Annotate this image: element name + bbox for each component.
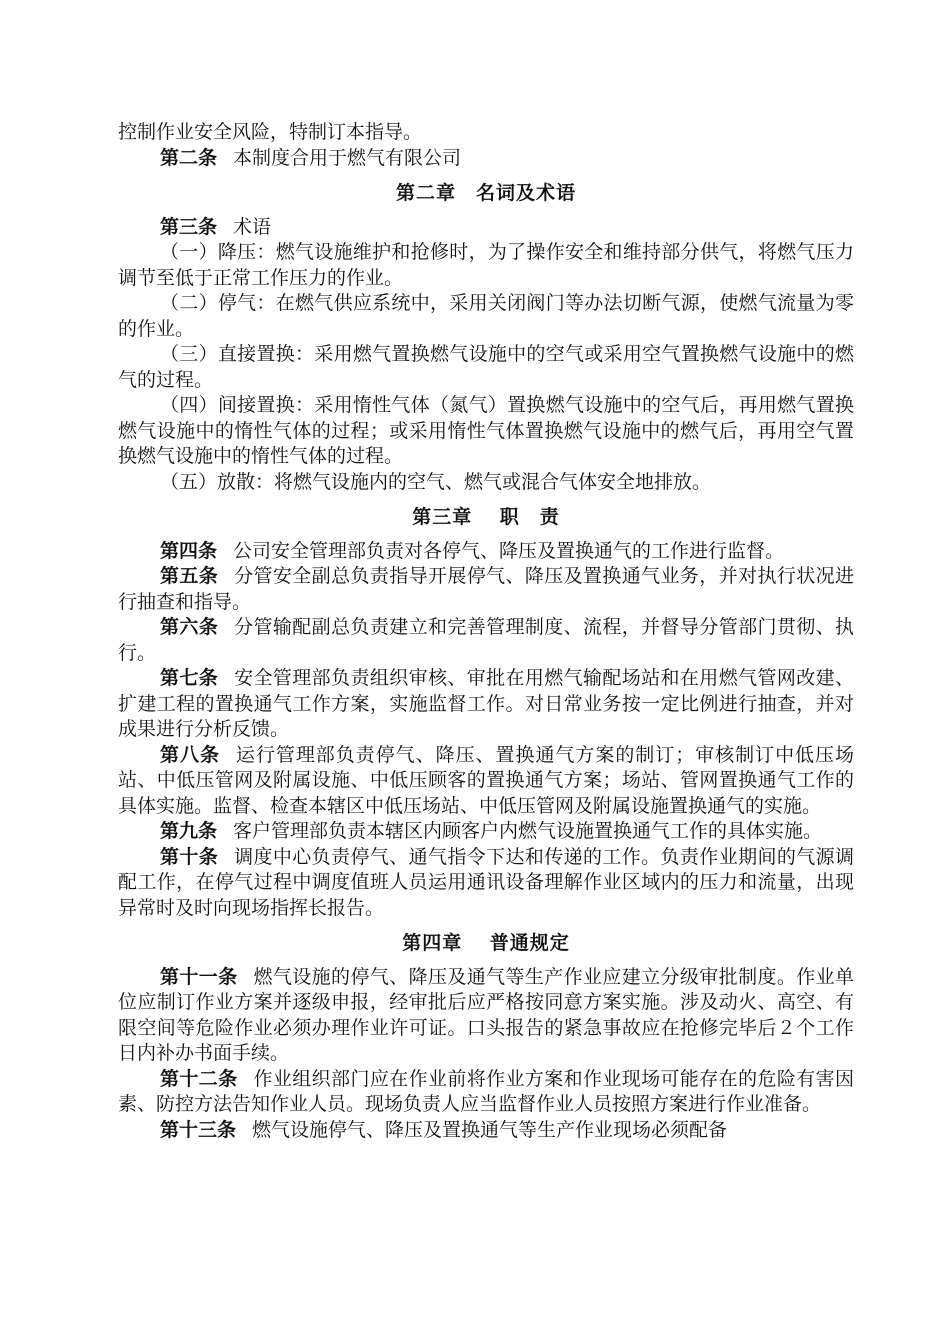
chapter-2-heading: 第二章 名词及术语: [395, 182, 576, 204]
intro-tail: 控制作业安全风险，特制订本指导。: [118, 121, 423, 143]
term-2: （二）停气：在燃气供应系统中，采用关闭阀门等办法切断气源，使燃气流量为零的作业。: [118, 292, 854, 340]
article-2-text: 本制度合用于燃气有限公司: [233, 146, 462, 169]
article-5-text: 分管安全副总负责指导开展停气、降压及置换通气业务，并对执行状况进行抽查和指导。: [118, 565, 854, 613]
article-4-label: 第四条: [160, 539, 218, 562]
article-2: [118, 146, 854, 172]
article-7-label: 第七条: [160, 667, 219, 689]
chapter-4-heading: 第四章 普通规定: [402, 932, 570, 954]
article-3: [118, 215, 854, 241]
article-11: [118, 965, 854, 1067]
article-9-text: 客户管理部负责本辖区内顾客户内燃气设施置换通气工作的具体实施。: [233, 820, 823, 842]
article-6-text: 分管输配副总负责建立和完善管理制度、流程，并督导分管部门贯彻、执行。: [118, 616, 854, 664]
article-6: [118, 615, 854, 666]
article-12-label: 第十二条: [160, 1067, 238, 1090]
document-body: [118, 120, 854, 1143]
term-4: （四）间接置换：采用惰性气体（氮气）置换燃气设施中的空气后，再用燃气置换燃气设施中的惰性气体的过程；或采用惰性气体置换燃气设施中的燃气后，再用空气置换燃气设施中的惰性气体的过程。: [118, 394, 854, 467]
article-13-text: 燃气设施停气、降压及置换通气等生产作业现场必须配备: [252, 1118, 728, 1141]
term-3: （三）直接置换：采用燃气置换燃气设施中的空气或采用空气置换燃气设施中的燃气的过程。: [118, 343, 854, 391]
article-11-label: 第十一条: [160, 965, 238, 988]
article-10-label: 第十条: [160, 845, 219, 868]
article-6-label: 第六条: [160, 616, 219, 638]
article-5: [118, 564, 854, 615]
article-13: [118, 1118, 854, 1144]
article-8-text: 运行管理部负责停气、降压、置换通气方案的制订；审核制订中低压场站、中低压管网及附属设施、中低压顾客的置换通气方案；场站、管网置换通气工作的具体实施。监督、检查本辖区中低压场站、中低压管网及附属设施置换通气的实施。: [118, 743, 854, 817]
article-9: [118, 819, 854, 845]
article-7: [118, 666, 854, 743]
article-3-label: 第三条: [160, 215, 218, 238]
article-12-text: 作业组织部门应在作业前将作业方案和作业现场可能存在的危险有害因素、防控方法告知作业人员。现场负责人应当监督作业人员按照方案进行作业准备。: [118, 1067, 854, 1115]
term-1: （一）降压：燃气设施维护和抢修时，为了操作安全和维持部分供气，将燃气压力调节至低于正常工作压力的作业。: [118, 241, 854, 289]
article-7-text: 安全管理部负责组织审核、审批在用燃气输配场站和在用燃气管网改建、扩建工程的置换通气工作方案，实施监督工作。对日常业务按一定比例进行抽查，并对成果进行分析反馈。: [118, 667, 854, 740]
article-9-label: 第九条: [160, 820, 218, 842]
article-10-text: 调度中心负责停气、通气指令下达和传递的工作。负责作业期间的气源调配工作，在停气过程中调度值班人员运用通讯设备理解作业区域内的压力和流量，出现异常时及时向现场指挥长报告。: [118, 845, 854, 919]
article-12: [118, 1067, 854, 1118]
article-8-label: 第八条: [160, 743, 220, 766]
article-8: [118, 743, 854, 820]
article-13-label: 第十三条: [160, 1118, 237, 1141]
article-4-text: 公司安全管理部负责对各停气、降压及置换通气的工作进行监督。: [233, 539, 785, 562]
article-4: [118, 539, 854, 565]
article-11-text: 燃气设施的停气、降压及通气等生产作业应建立分级审批制度。作业单位应制订作业方案并逐级申报，经审批后应严格按同意方案实施。涉及动火、高空、有限空间等危险作业必须办理作业许可证。口头报告的紧急事故应在抢修完毕后２个工作日内补办书面手续。: [118, 965, 854, 1064]
article-2-label: 第二条: [160, 146, 218, 169]
article-5-label: 第五条: [160, 565, 219, 587]
article-10: [118, 845, 854, 922]
chapter-3-heading: 第三章 职 责: [412, 506, 560, 528]
article-3-text: 术语: [233, 215, 272, 238]
term-5: （五）放散：将燃气设施内的空气、燃气或混合气体安全地排放。: [160, 470, 712, 493]
